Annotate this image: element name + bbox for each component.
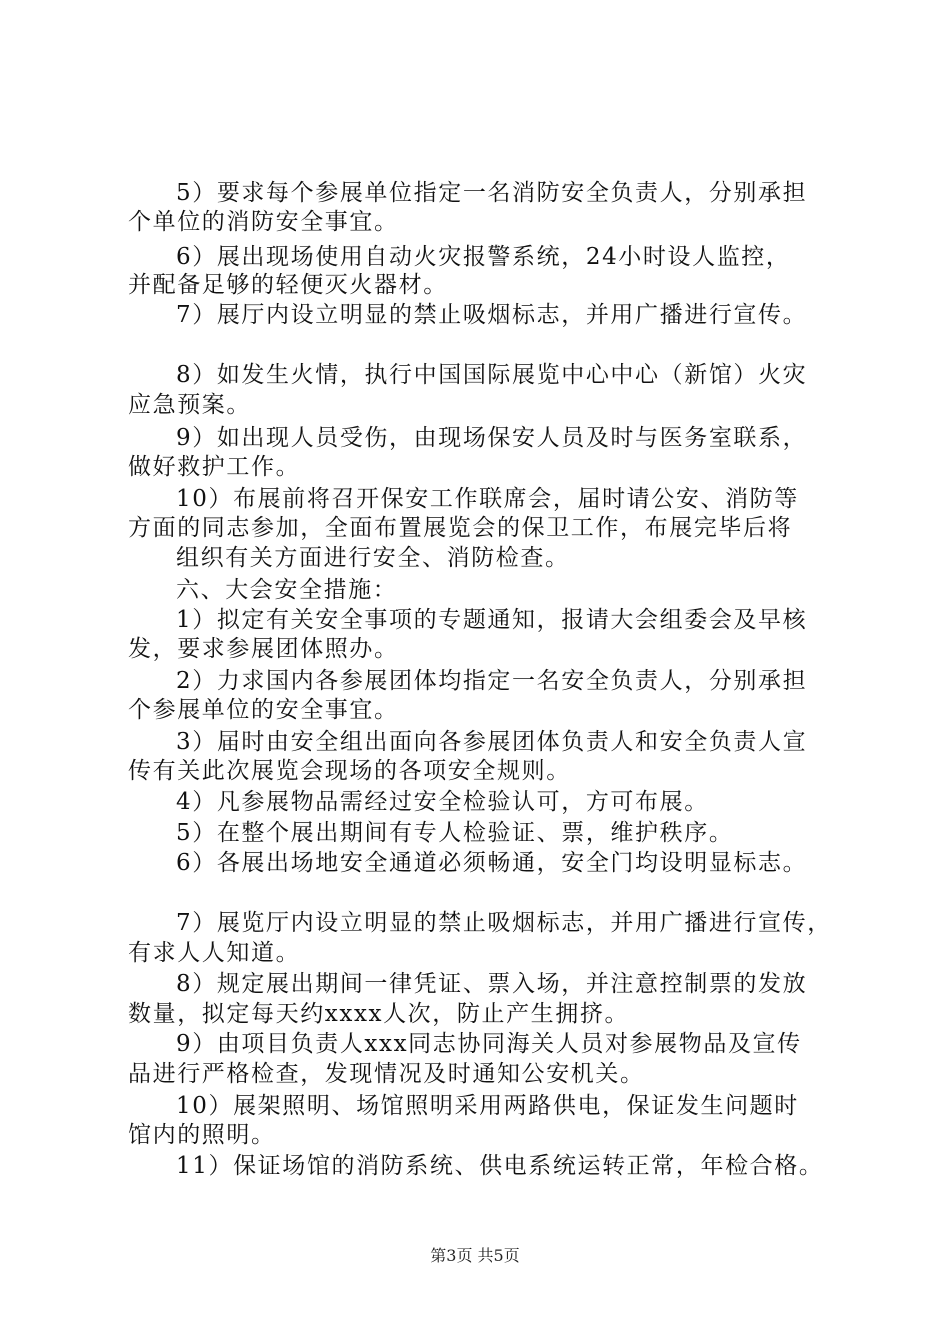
text-line: 品进行严格检查，发现情况及时通知公安机关。: [128, 1061, 645, 1087]
text-line: 5）在整个展出期间有专人检验证、票，维护秩序。: [176, 820, 734, 846]
text-line: 9）由项目负责人xxx同志协同海关人员对参展物品及宣传: [176, 1031, 802, 1057]
page-footer: 第3页 共5页: [430, 1246, 520, 1265]
text-line: 10）展架照明、场馆照明采用两路供电，保证发生问题时: [176, 1093, 799, 1119]
text-line: 8）如发生火情，执行中国国际展览中心中心（新馆）火灾: [176, 362, 808, 388]
text-line: 个单位的消防安全事宜。: [128, 209, 399, 235]
text-line: 传有关此次展览会现场的各项安全规则。: [128, 758, 571, 784]
text-line: 应急预案。: [128, 392, 251, 418]
text-line: 8）规定展出期间一律凭证、票入场，并注意控制票的发放: [176, 971, 808, 997]
text-line: 9）如出现人员受伤，由现场保安人员及时与医务室联系，: [176, 425, 808, 451]
text-line: 6）各展出场地安全通道必须畅通，安全门均设明显标志。: [176, 850, 808, 876]
text-line: 有求人人知道。: [128, 940, 301, 966]
text-line: 2）力求国内各参展团体均指定一名安全负责人，分别承担: [176, 668, 808, 694]
text-line: 馆内的照明。: [128, 1122, 276, 1148]
text-line: 10）布展前将召开保安工作联席会，届时请公安、消防等: [176, 486, 799, 512]
text-line: 4）凡参展物品需经过安全检验认可，方可布展。: [176, 789, 709, 815]
text-line: 数量，拟定每天约xxxx人次，防止产生拥挤。: [128, 1001, 630, 1027]
text-line: 并配备足够的轻便灭火器材。: [128, 272, 448, 298]
text-line: 3）届时由安全组出面向各参展团体负责人和安全负责人宣: [176, 729, 808, 755]
text-line: 11）保证场馆的消防系统、供电系统运转正常，年检合格。: [176, 1153, 824, 1179]
text-line: 1）拟定有关安全事项的专题通知，报请大会组委会及早核: [176, 607, 808, 633]
text-line: 7）展览厅内设立明显的禁止吸烟标志，并用广播进行宣传，: [176, 910, 832, 936]
text-line: 方面的同志参加，全面布置展览会的保卫工作，布展完毕后将: [128, 515, 793, 541]
section-heading: 六、大会安全措施：: [176, 577, 398, 603]
text-line: 做好救护工作。: [128, 454, 301, 480]
text-line: 个参展单位的安全事宜。: [128, 697, 399, 723]
text-line: 组织有关方面进行安全、消防检查。: [176, 545, 570, 571]
text-line: 6）展出现场使用自动火灾报警系统，24小时设人监控，: [176, 244, 791, 270]
text-line: 发，要求参展团体照办。: [128, 636, 399, 662]
text-line: 7）展厅内设立明显的禁止吸烟标志，并用广播进行宣传。: [176, 302, 808, 328]
text-line: 5）要求每个参展单位指定一名消防安全负责人，分别承担: [176, 180, 808, 206]
